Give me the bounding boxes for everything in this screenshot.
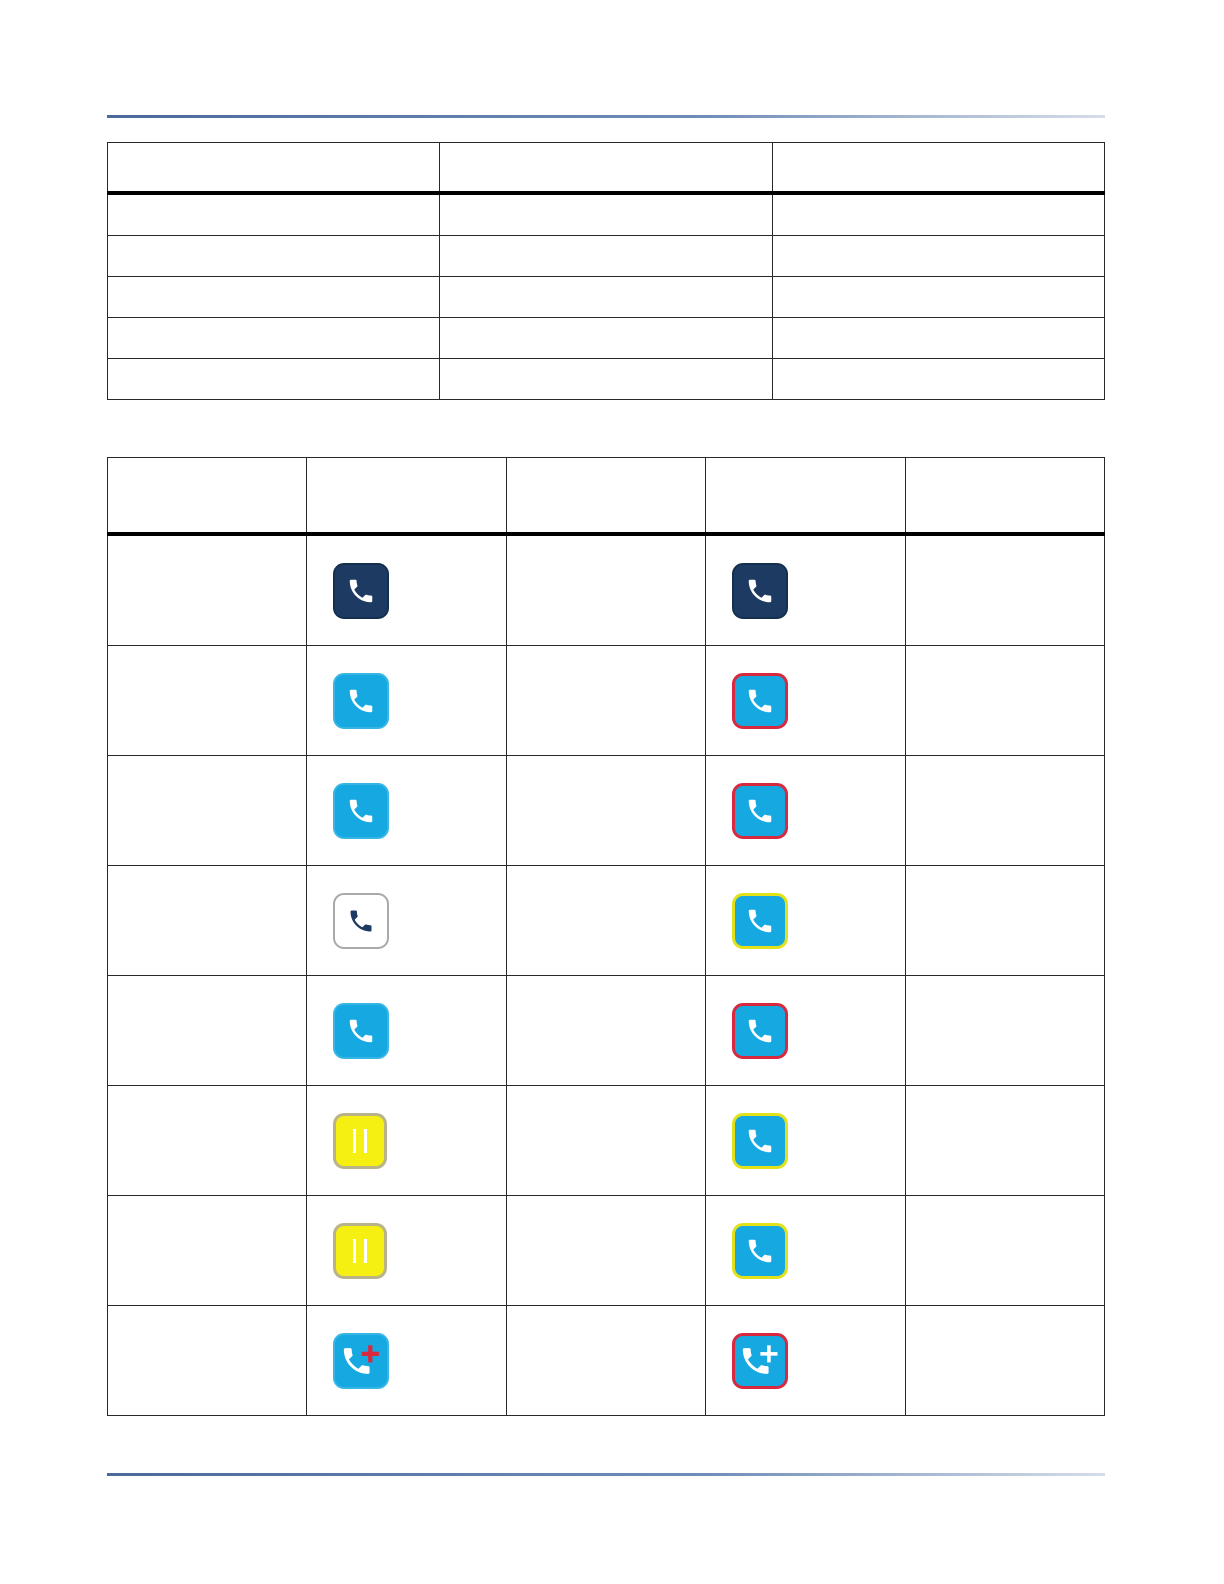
state-label-cell <box>108 1196 307 1306</box>
description-cell <box>506 1086 705 1196</box>
table-cell <box>108 236 440 277</box>
table-row <box>108 318 1105 359</box>
phone-icon <box>732 1003 788 1059</box>
header-rule <box>107 115 1105 118</box>
description-cell <box>506 1306 705 1416</box>
column-header <box>108 143 440 194</box>
column-header <box>506 458 705 535</box>
phone-icon <box>732 673 788 729</box>
table-row <box>108 359 1105 400</box>
icon-cell <box>307 976 506 1086</box>
phone-icon <box>333 1003 389 1059</box>
description-cell <box>905 1306 1104 1416</box>
icon-cell <box>307 866 506 976</box>
description-cell <box>905 1196 1104 1306</box>
table-cell <box>440 277 772 318</box>
phone-add-icon <box>333 1333 389 1389</box>
phone-icon <box>333 563 389 619</box>
icon-cell <box>706 1086 905 1196</box>
table-row <box>108 756 1105 866</box>
table-row <box>108 1306 1105 1416</box>
table-cell <box>108 318 440 359</box>
phone-icon <box>732 893 788 949</box>
description-cell <box>506 646 705 756</box>
table-row <box>108 534 1105 646</box>
call-status-icon-table <box>107 457 1105 1416</box>
table-cell <box>772 236 1104 277</box>
column-header <box>108 458 307 535</box>
table-cell <box>440 359 772 400</box>
icon-cell <box>706 1196 905 1306</box>
state-label-cell <box>108 866 307 976</box>
description-cell <box>905 756 1104 866</box>
icon-cell <box>706 756 905 866</box>
state-label-cell <box>108 756 307 866</box>
phone-add-icon <box>732 1333 788 1389</box>
icon-cell <box>307 1306 506 1416</box>
table-cell <box>772 359 1104 400</box>
state-label-cell <box>108 646 307 756</box>
phone-icon <box>732 1223 788 1279</box>
description-cell <box>506 1196 705 1306</box>
icon-cell <box>307 534 506 646</box>
table-cell <box>108 359 440 400</box>
description-cell <box>905 646 1104 756</box>
description-cell <box>506 534 705 646</box>
icon-cell <box>307 646 506 756</box>
table-row <box>108 976 1105 1086</box>
icon-cell <box>706 646 905 756</box>
table-cell <box>108 193 440 236</box>
table-row <box>108 277 1105 318</box>
table-row <box>108 646 1105 756</box>
table-row <box>108 866 1105 976</box>
description-cell <box>905 976 1104 1086</box>
description-cell <box>506 756 705 866</box>
table-row <box>108 1086 1105 1196</box>
phone-icon <box>732 563 788 619</box>
description-cell <box>506 976 705 1086</box>
icon-cell <box>307 756 506 866</box>
phone-icon <box>732 783 788 839</box>
icon-cell <box>307 1086 506 1196</box>
column-header <box>706 458 905 535</box>
table-cell <box>772 277 1104 318</box>
description-cell <box>506 866 705 976</box>
phone-icon <box>333 673 389 729</box>
icon-cell <box>307 1196 506 1306</box>
description-cell <box>905 1086 1104 1196</box>
icon-cell <box>706 976 905 1086</box>
summary-table <box>107 142 1105 400</box>
table-header-row <box>108 458 1105 535</box>
table-row <box>108 236 1105 277</box>
icon-cell <box>706 1306 905 1416</box>
table-header-row <box>108 143 1105 194</box>
icon-cell <box>706 534 905 646</box>
column-header <box>905 458 1104 535</box>
column-header <box>772 143 1104 194</box>
column-header <box>440 143 772 194</box>
phone-icon <box>732 1113 788 1169</box>
phone-icon <box>333 893 389 949</box>
icon-cell <box>706 866 905 976</box>
description-cell <box>905 534 1104 646</box>
phone-icon <box>333 783 389 839</box>
table-cell <box>108 277 440 318</box>
table-row <box>108 1196 1105 1306</box>
table-cell <box>440 236 772 277</box>
pause-icon <box>333 1113 387 1169</box>
state-label-cell <box>108 534 307 646</box>
pause-icon <box>333 1223 387 1279</box>
table-cell <box>772 318 1104 359</box>
state-label-cell <box>108 1306 307 1416</box>
table-cell <box>440 318 772 359</box>
table-cell <box>440 193 772 236</box>
description-cell <box>905 866 1104 976</box>
table-row <box>108 193 1105 236</box>
state-label-cell <box>108 976 307 1086</box>
column-header <box>307 458 506 535</box>
state-label-cell <box>108 1086 307 1196</box>
footer-rule <box>107 1473 1105 1476</box>
table-cell <box>772 193 1104 236</box>
